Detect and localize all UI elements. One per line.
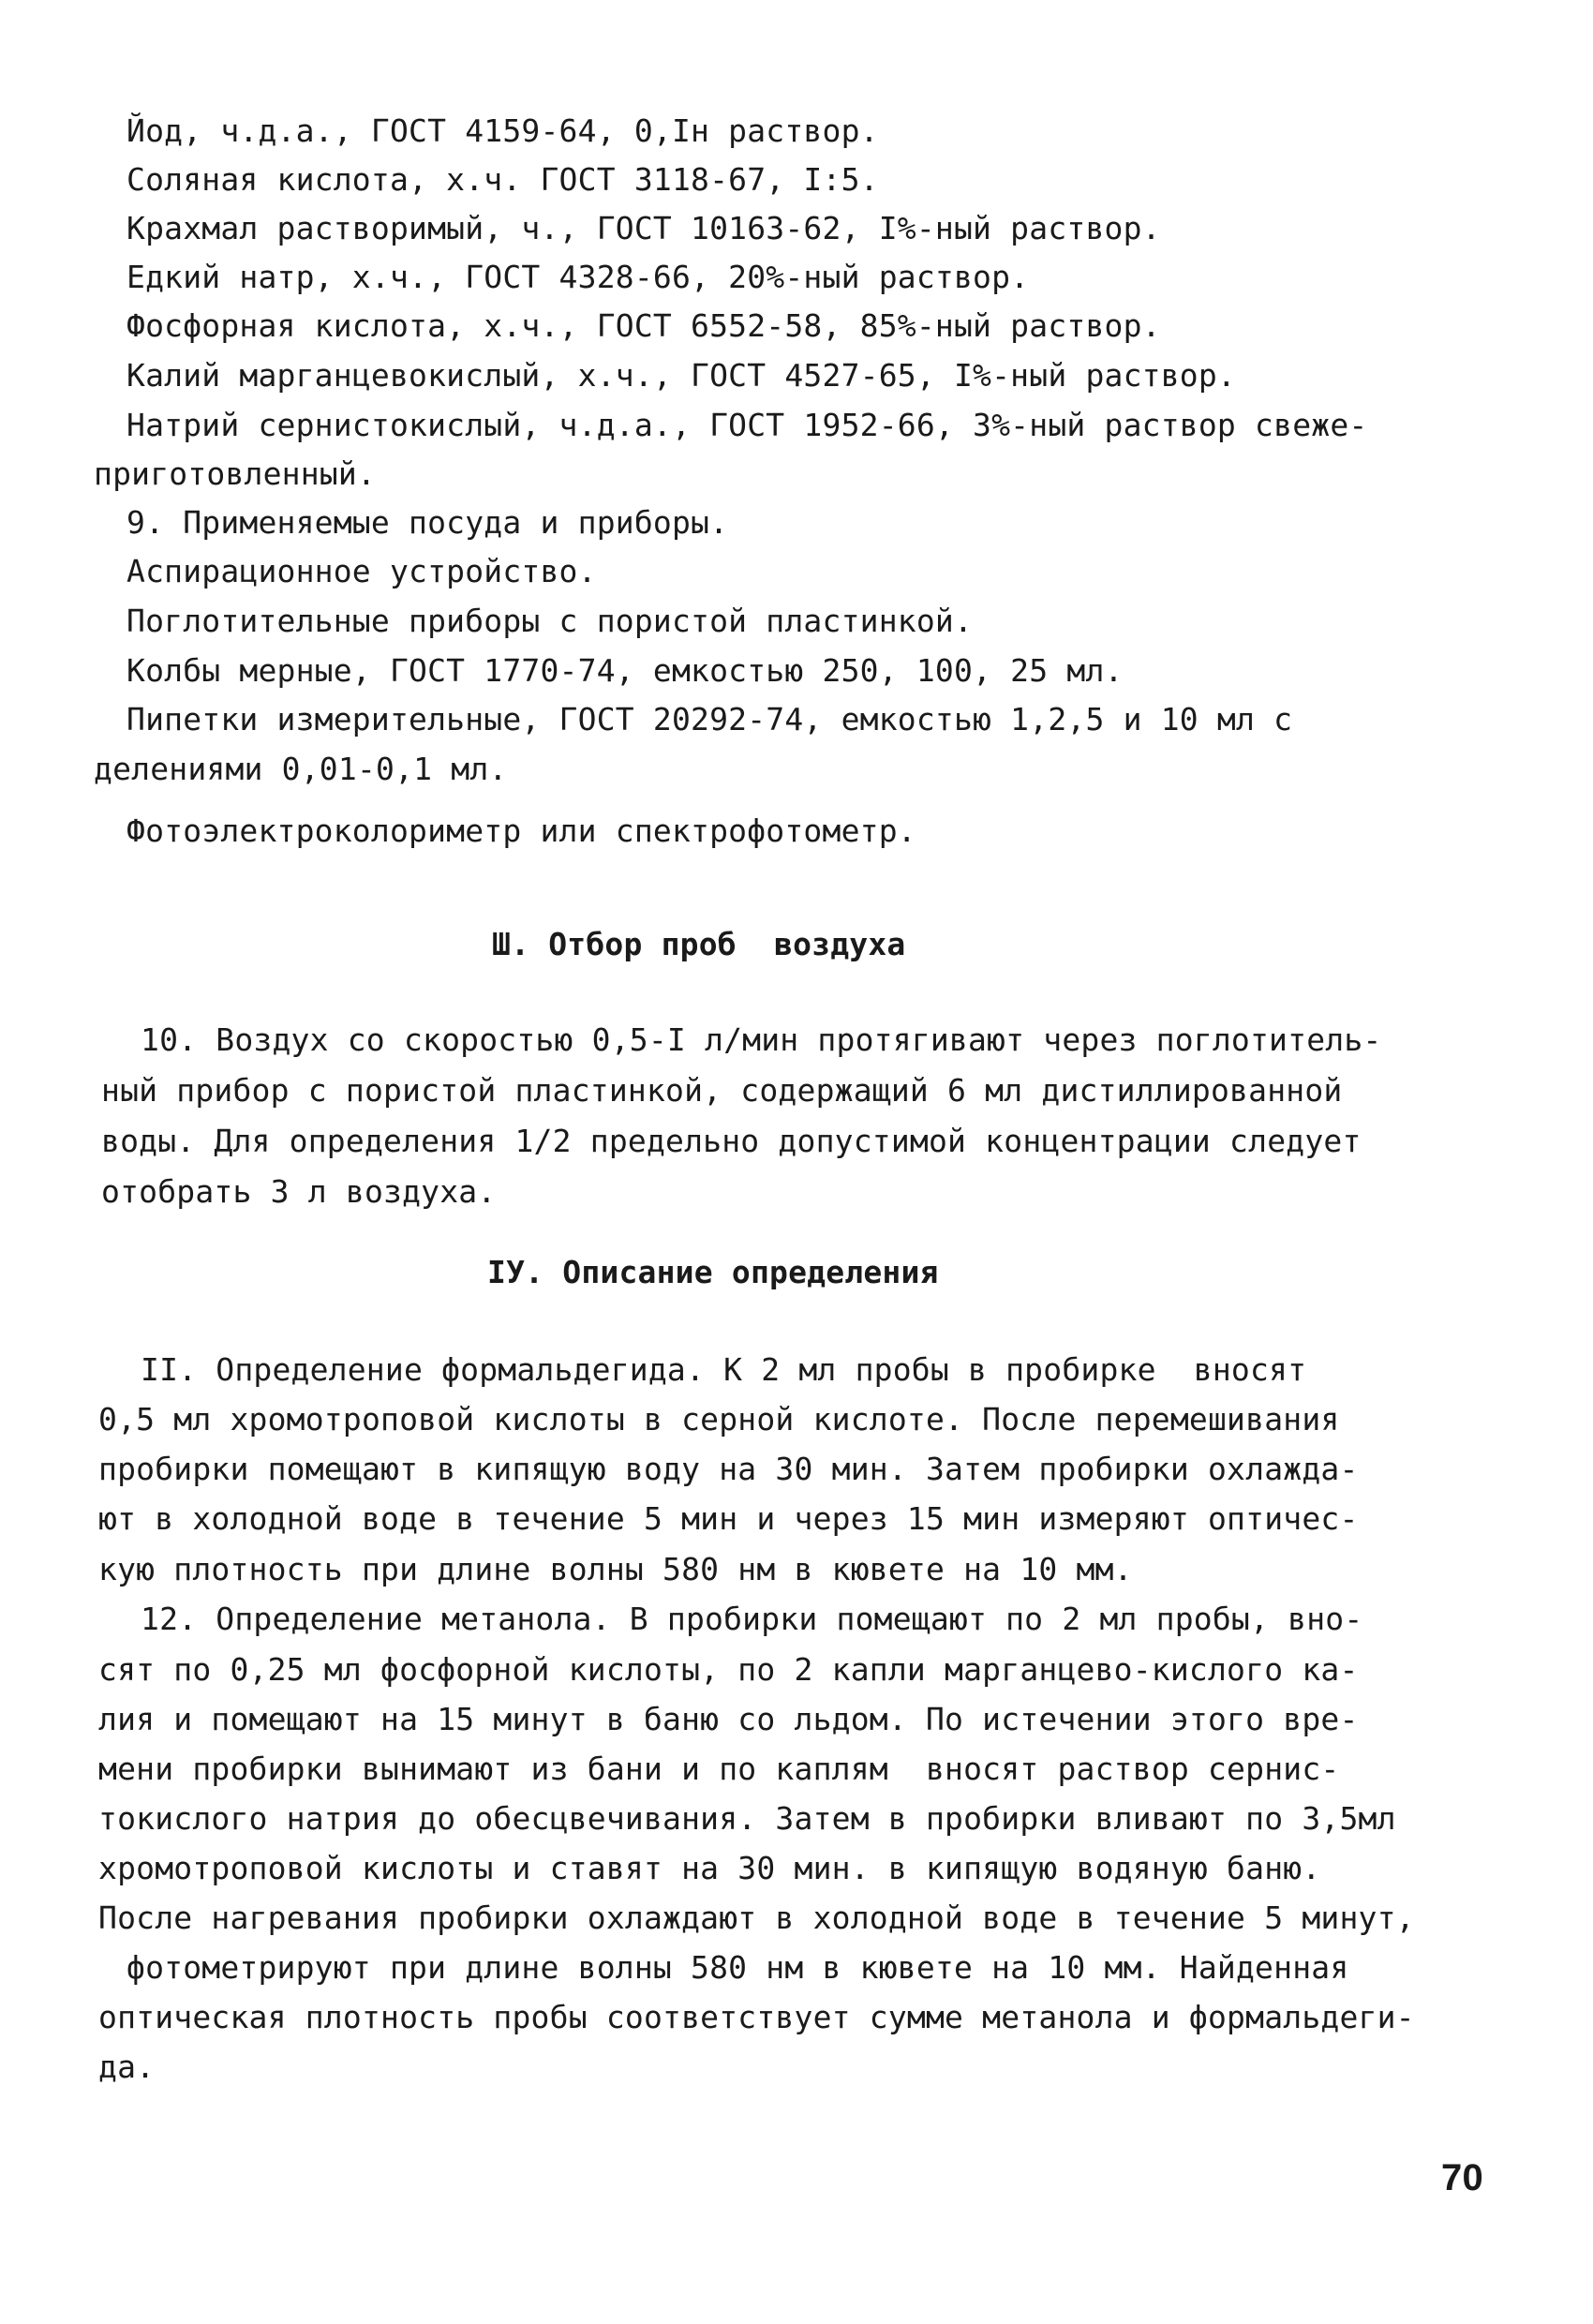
paragraph-12-line: После нагревания пробирки охлаждают в холодной воде в течение 5 минут, (98, 1899, 1415, 1936)
paragraph-12-line: сят по 0,25 мл фосфорной кислоты, по 2 капли марганцево-кислого ка- (98, 1651, 1359, 1688)
paragraph-11-line: 0,5 мл хромотроповой кислоты в серной кислоте. После перемешивания (98, 1401, 1340, 1438)
reagent-line: Натрий сернистокислый, ч.д.а., ГОСТ 1952-66, 3%-ный раствор свеже- (127, 407, 1368, 443)
paragraph-12-line: 12. Определение метанола. В пробирки помещают по 2 мл пробы, вно- (141, 1601, 1363, 1637)
paragraph-11-line: II. Определение формальдегида. К 2 мл пробы в пробирке вносят (141, 1351, 1307, 1388)
equipment-heading: 9. Применяемые посуда и приборы. (127, 504, 729, 541)
reagent-line: Крахмал растворимый, ч., ГОСТ 10163-62, I%-ный раствор. (127, 210, 1161, 246)
paragraph-12-line: фотометрируют при длине волны 580 нм в кювете на 10 мм. Найденная (127, 1949, 1349, 1986)
section-3-line: ный прибор с пористой пластинкой, содержащий 6 мл дистиллированной (101, 1072, 1343, 1109)
reagent-line: Едкий натр, х.ч., ГОСТ 4328-66, 20%-ный раствор. (127, 259, 1030, 295)
reagent-line: Соляная кислота, х.ч. ГОСТ 3118-67, I:5. (127, 161, 879, 198)
page-number: 70 (1441, 2157, 1483, 2198)
paragraph-12-line: хромотроповой кислоты и ставят на 30 мин. в кипящую водяную баню. (98, 1850, 1321, 1886)
paragraph-12-line: лия и помещают на 15 минут в баню со льдом. По истечении этого вре- (98, 1701, 1359, 1737)
equipment-line: Поглотительные приборы с пористой пластинкой. (127, 603, 974, 639)
reagent-line: приготовленный. (94, 455, 377, 492)
equipment-line: Колбы мерные, ГОСТ 1770-74, емкостью 250, 100, 25 мл. (127, 652, 1124, 689)
equipment-line: Фотоэлектроколориметр или спектрофотометр. (127, 812, 916, 849)
paragraph-12-line: мени пробирки вынимают из бани и по каплям вносят раствор сернис- (98, 1750, 1340, 1787)
section-4-heading: IУ. Описание определения (487, 1254, 939, 1290)
paragraph-11-line: пробирки помещают в кипящую воду на 30 мин. Затем пробирки охлажда- (98, 1451, 1359, 1487)
equipment-line: Аспирационное устройство. (127, 553, 597, 589)
section-3-line: отобрать 3 л воздуха. (101, 1173, 497, 1210)
section-3-line: воды. Для определения 1/2 предельно допустимой концентрации следует (101, 1123, 1362, 1159)
paragraph-11-line: ют в холодной воде в течение 5 мин и через 15 мин измеряют оптичес- (98, 1500, 1359, 1537)
paragraph-12-line: токислого натрия до обесцвечивания. Затем в пробирки вливают по 3,5мл (98, 1800, 1396, 1837)
paragraph-12-line: оптическая плотность пробы соответствует сумме метанола и формальдеги- (98, 1999, 1415, 2035)
section-3-heading: Ш. Отбор проб воздуха (492, 926, 906, 962)
reagent-line: Йод, ч.д.а., ГОСТ 4159-64, 0,Iн раствор. (127, 112, 879, 149)
reagent-line: Калий марганцевокислый, х.ч., ГОСТ 4527-65, I%-ный раствор. (127, 357, 1236, 394)
paragraph-11-line: кую плотность при длине волны 580 нм в кювете на 10 мм. (98, 1551, 1133, 1587)
section-3-line: 10. Воздух со скоростью 0,5-I л/мин протягивают через поглотитель- (141, 1021, 1382, 1058)
reagent-line: Фосфорная кислота, х.ч., ГОСТ 6552-58, 85%-ный раствор. (127, 307, 1161, 344)
paragraph-12-line: да. (98, 2048, 156, 2085)
equipment-line: Пипетки измерительные, ГОСТ 20292-74, емкостью 1,2,5 и 10 мл с (127, 701, 1293, 737)
equipment-line: делениями 0,01-0,1 мл. (94, 751, 508, 787)
